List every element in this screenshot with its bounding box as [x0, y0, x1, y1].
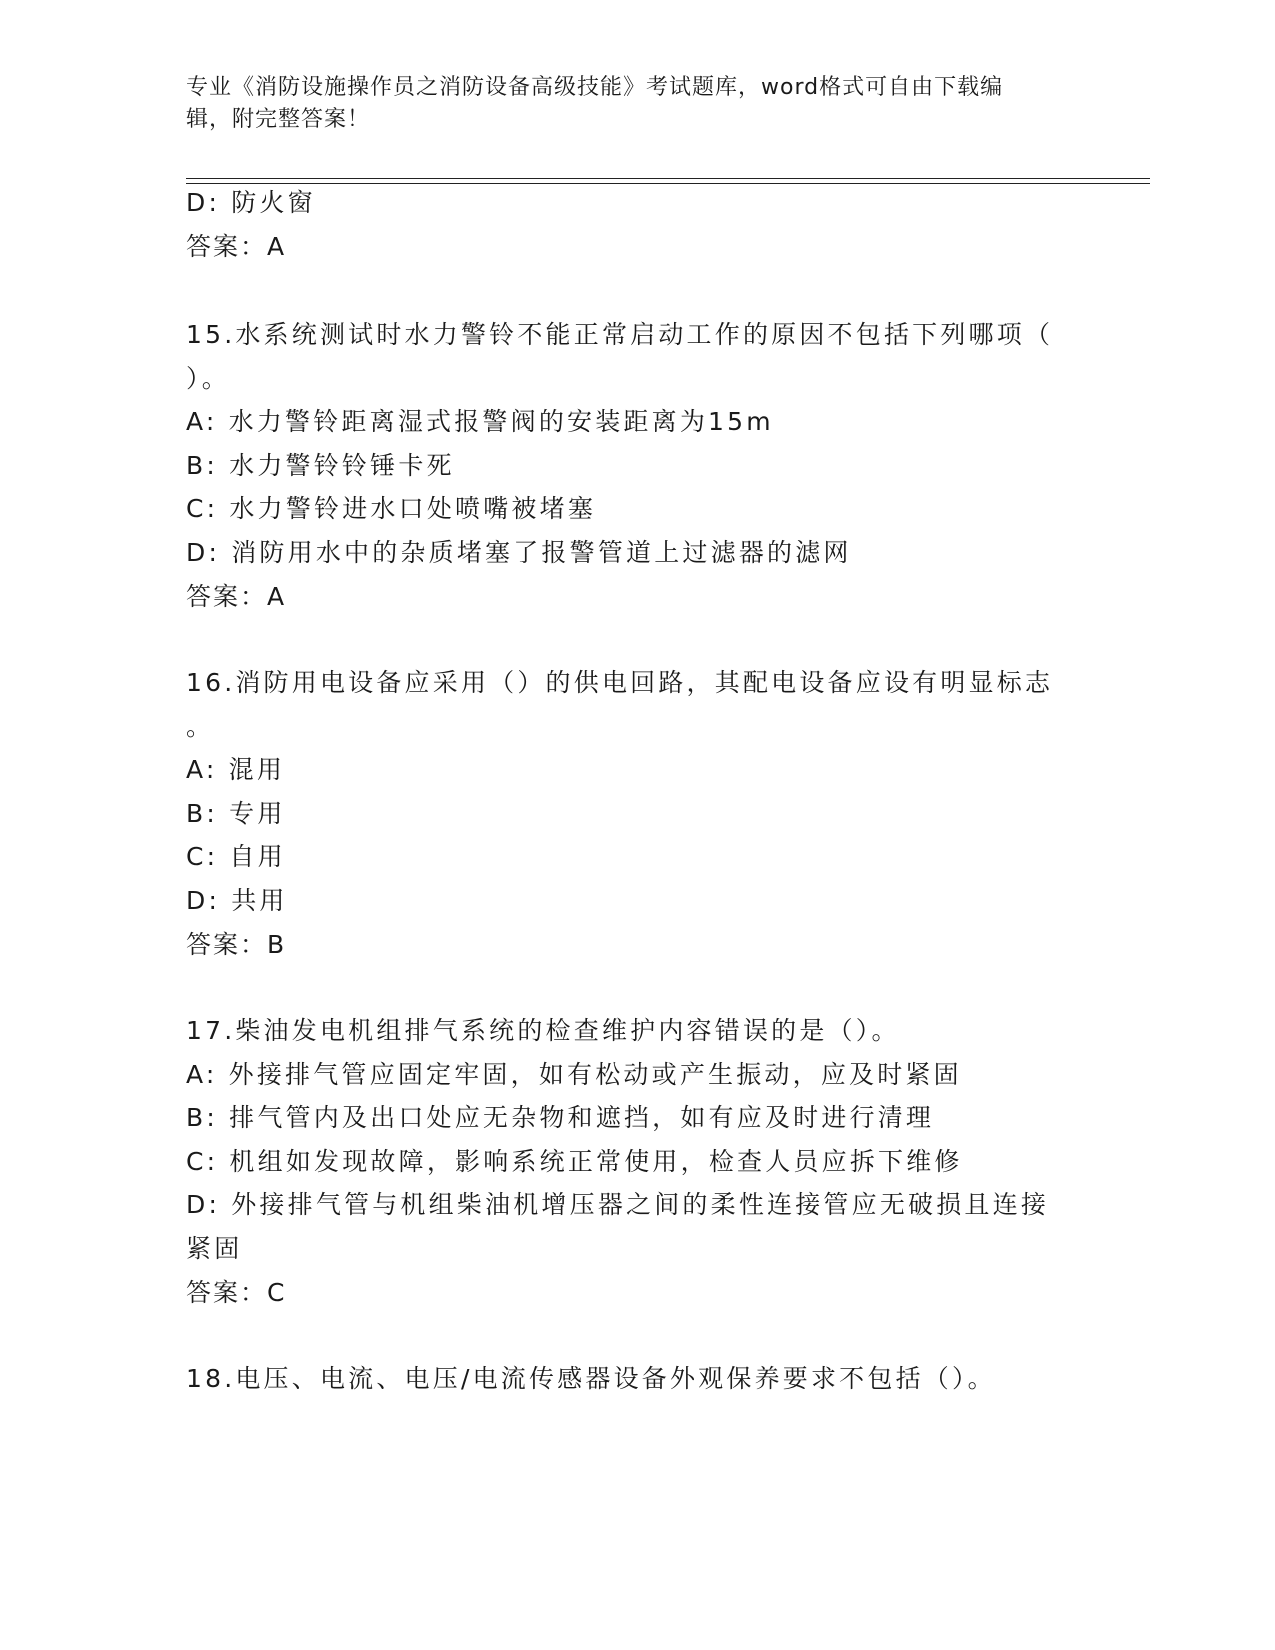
- q17-stem-line-1: 17.柴油发电机组排气系统的检查维护内容错误的是（）。: [186, 1016, 900, 1045]
- header-divider-top: [186, 178, 1150, 179]
- q16-option-b: B: 专用: [186, 799, 286, 828]
- header-line-1: 专业《消防设施操作员之消防设备高级技能》考试题库，word格式可自由下载编: [186, 75, 1004, 100]
- q17-option-a: A: 外接排气管应固定牢固，如有松动或产生振动，应及时紧固: [186, 1060, 962, 1089]
- q16-answer: 答案：B: [186, 930, 287, 959]
- prev-option-d: D: 防火窗: [186, 188, 316, 217]
- q16-stem-line-1: 16.消防用电设备应采用（）的供电回路，其配电设备应设有明显标志: [186, 668, 1054, 697]
- document-header: [186, 72, 1066, 136]
- q17-option-c: C: 机组如发现故障，影响系统正常使用，检查人员应拆下维修: [186, 1147, 963, 1176]
- q16-stem-line-2: 。: [186, 712, 215, 741]
- q15-stem-line-2: ）。: [186, 364, 230, 393]
- q15-option-c: C: 水力警铃进水口处喷嘴被堵塞: [186, 494, 597, 523]
- q15-option-b: B: 水力警铃铃锤卡死: [186, 451, 455, 480]
- q18-stem-line-1: 18.电压、电流、电压/电流传感器设备外观保养要求不包括（）。: [186, 1364, 996, 1393]
- q15-answer: 答案：A: [186, 582, 287, 611]
- q17-option-d: D: 外接排气管与机组柴油机增压器之间的柔性连接管应无破损且连接: [186, 1190, 1050, 1219]
- q17-option-d-continued: 紧固: [186, 1234, 243, 1263]
- q16-option-a: A: 混用: [186, 755, 286, 784]
- header-divider-bottom: [186, 183, 1150, 184]
- q17-answer: 答案：C: [186, 1278, 287, 1307]
- q16-option-d: D: 共用: [186, 886, 288, 915]
- q15-option-d: D: 消防用水中的杂质堵塞了报警管道上过滤器的滤网: [186, 538, 852, 567]
- q17-option-b: B: 排气管内及出口处应无杂物和遮挡，如有应及时进行清理: [186, 1103, 935, 1132]
- q15-stem-line-1: 15.水系统测试时水力警铃不能正常启动工作的原因不包括下列哪项（: [186, 320, 1054, 349]
- q15-option-a: A: 水力警铃距离湿式报警阀的安装距离为15m: [186, 407, 774, 436]
- prev-answer: 答案：A: [186, 232, 287, 261]
- q16-option-c: C: 自用: [186, 842, 286, 871]
- header-line-2: 辑，附完整答案！: [186, 107, 371, 132]
